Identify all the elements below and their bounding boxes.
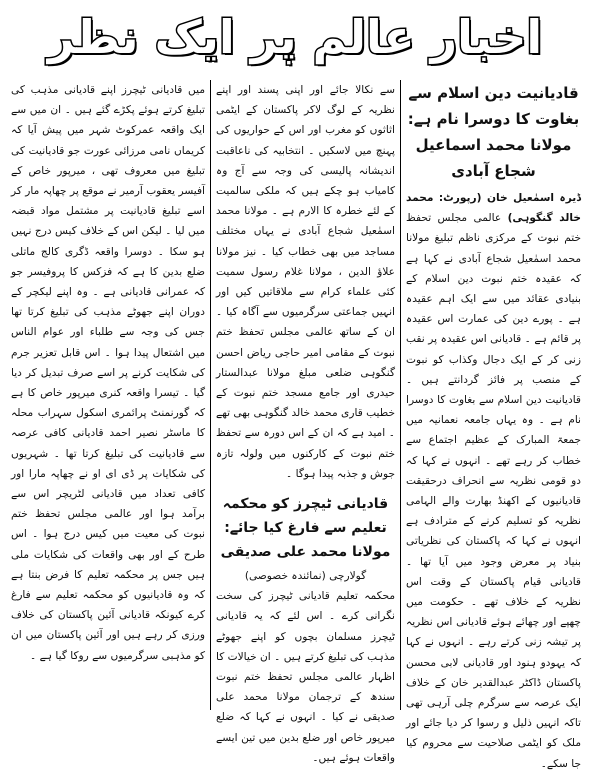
article-body: عالمی مجلس تحفظ ختم نبوت کے مرکزی ناظم تبلیغ مولانا محمد اسمٰعیل شجاع آبادی نے کہا ہے کہ عقیدہ ختم نبوت دین اسلام کے بنیادی عقائد میں سے ایک اہم عقیدہ ہے ۔ پورے دین کی عمارت اس عقیدہ پر قائم ہے ۔ قادیانی اس عقیدہ پر نقب زنی کر کے ایک دجال وکذاب کو نبوت کے منصب پر فائز گردانتے ہیں ۔ قادیانیت دین اسلام سے بغاوت کا دوسرا نام ہے ۔ وہ یہاں جامعہ نعمانیہ میں جمعۃ المبارک کے عظیم اجتماع سے خطاب کر رہے تھے ۔ انہوں نے کہا کہ دو قومی نظریہ سے انحراف درحقیقت قادیانیوں کے اکھنڈ بھارت والے الہامی نظریہ کو تسلیم کرنے کے مترادف ہے انہوں نے کہا کہ پاکستان کی نظریاتی بنیاد پر معرض وجود میں آیا تھا ۔ قادیانی قیام پاکستان کے وقت اس نظریہ کے خلاف تھے ۔ حکومت میں چھپے اور چھائے ہوئے قادیانی اس نظریہ پر تیشہ زنی کرتے رہے ۔ انہوں نے کہا کہ یہودو ہنود اور قادیانی لابی محسن پاکستان ڈاکٹر عبدالقدیر خان کے خلاف ایک عرصہ سے سرگرم چلی آرہی تھی تاکہ انہیں ذلیل و رسوا کر دیا جائے اور ملک کو ایٹمی صلاحیت سے محروم کیا جا سکے۔ (406, 212, 581, 770)
article-body: سے نکالا جائے اور اپنی پسند اور اپنے نظریہ کے لوگ لاکر پاکستان کے ایٹمی اثاثوں کو مغرب اور اس کے حواریوں کی پہنچ میں لاسکیں ۔ انتخابیہ کی ناعاقبت اندیشانہ پالیسی کی وجہ سے آج وہ کامیاب ہو چکے ہیں کہ ملکی سالمیت کے لئے خطرہ کا الارم ہے ۔ مولانا محمد اسمٰعیل شجاع آبادی نے یہاں مختلف مساجد میں بھی خطاب کیا ۔ نیز مولانا علاؤ الدین ، مولانا غلام رسول سمیت کئی علماء کرام سے ملاقاتیں کیں اور انہیں جماعتی سرگرمیوں سے آگاہ کیا ۔ ان کے ساتھ عالمی مجلس تحفظ ختم نبوت کے مقامی امیر حاجی ریاض احسن گنگوہی ضلعی مبلغ مولانا عبدالستار حیدری اور جامع مسجد ختم نبوت کے خطیب قاری محمد خالد گنگوہی بھی تھے ۔ امید ہے کہ ان کے اس دورہ سے تحفظ ختم نبوت کے کارکنوں میں ولولہ تازہ جوش و جذبہ پیدا ہوگا ۔ (216, 84, 395, 480)
article-columns (6, 80, 586, 770)
masthead (0, 0, 590, 74)
column-middle (210, 80, 400, 764)
article-headline: قادیانیت دین اسلام سے بغاوت کا دوسرا نام ہے: مولانا محمد اسماعیل شجاع آبادی (407, 84, 580, 180)
article-body: محکمہ تعلیم قادیانی ٹیچرز کی سخت نگرانی کرے ۔ اس لئے کہ یہ قادیانی ٹیچرز مسلمان بچوں کو اپنے جھوٹے مذہب کی تبلیغ کرتے ہیں ۔ ان خیالات کا اظہار عالمی مجلس تحفظ ختم نبوت سندھ کے ترجمان مولانا محمد علی صدیقی نے کیا ۔ انہوں نے کہا کہ ضلع میرپور خاص اور ضلع بدین میں تین ایسے واقعات ہوئے ہیں۔ (216, 590, 395, 764)
article-dateline: گولارچی (نمائندہ خصوصی) (244, 570, 367, 583)
column-right (400, 80, 586, 770)
article-dateline: ڈیرہ اسمٰعیل خان (رپورٹ: محمد خالد گنگوہی) (406, 192, 582, 225)
article-headline: قادیانی ٹیچرز کو محکمہ تعلیم سے فارغ کیا جائے: مولانا محمد علی صدیقی (220, 496, 391, 561)
article-body: میں قادیانی ٹیچرز اپنے قادیانی مذہب کی تبلیغ کرتے ہوئے پکڑے گئے ہیں ۔ ان میں سے ایک واقعہ عمرکوٹ شہر میں پیش آیا کہ کریماں نامی مرزائی عورت جو قادیانیت کی تبلیغ میں معروف تھی ، میرپور خاص کے آفیسر یعقوب آرمیر نے موقع پر چھاپہ مار کر اسے تبلیغ قادیانیت پر مشتمل مواد قبضہ میں لیا ۔ لیکن اس کے خلاف کیس درج نہیں ہو سکا ۔ دوسرا واقعہ ڈگری کالج ماتلی ضلع بدین کا ہے کہ فزکس کا پروفیسر جو کہ عمرانی قادیانی ہے ۔ وہ اپنے لیکچر کے دوران اپنے جھوٹے مذہب کی تبلیغ کرتا تھا جس کی وجہ سے طلباء اور عوام الناس میں اشتعال پیدا ہوا ۔ اس قابل تعزیر جرم کی شکایت کرنے پر اسے صرف تبدیل کر دیا گیا ۔ تیسرا واقعہ کنری میرپور خاص کا ہے کہ گورنمنٹ پرائمری اسکول سہراب محلہ کا ماسٹر نصیر احمد قادیانی کافی عرصہ سے قادیانیت کی تبلیغ کرتا تھا ۔ شہریوں کی شکایات پر ڈی ای او نے چھاپہ مارا اور کافی تعداد میں قادیانی لٹریچر اس سے برآمد ہوا اور عالمی مجلس تحفظ ختم نبوت کی معیت میں کیس درج ہوا ۔ اس طرح کے اور بھی واقعات کی شکایات ملی ہیں جس پر محکمہ تعلیم کا فرض بنتا ہے کہ وہ قادیانیوں کو محکمہ تعلیم سے فارغ کرے کیونکہ قادیانی آئین پاکستان کی خلاف ورزی کر رہے ہیں اور آئین پاکستان میں ان کو مذہبی سرگرمیوں سے روکا گیا ہے ۔ (11, 84, 205, 662)
page-title: اخبار عالم پر ایک نظر (47, 10, 543, 64)
column-left (6, 80, 210, 710)
